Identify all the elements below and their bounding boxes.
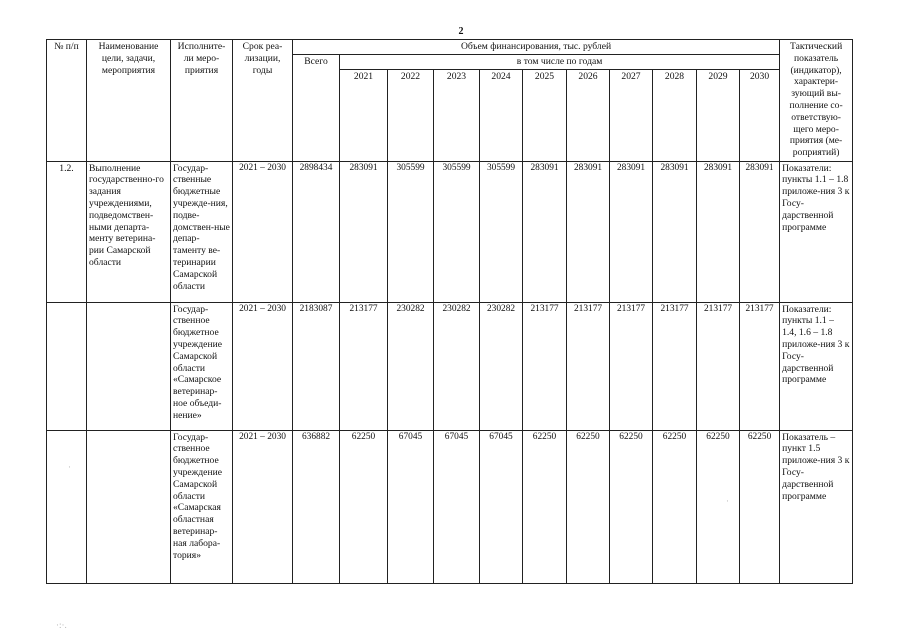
row-value: 283091	[523, 161, 567, 302]
row-value: 230282	[434, 302, 480, 430]
row-name	[87, 430, 171, 583]
row-indicator: Показатели: пункты 1.1 – 1.8 приложе-ния 3 к Госу-дарственной программе	[780, 161, 853, 302]
row-term: 2021 – 2030	[233, 430, 293, 583]
scan-speck: ·	[68, 462, 71, 472]
row-value: 213177	[340, 302, 388, 430]
row-num	[47, 430, 87, 583]
row-value: 283091	[653, 161, 697, 302]
row-value: 213177	[610, 302, 653, 430]
header-year: 2030	[740, 69, 780, 161]
row-executor: Государ-ственное бюджетное учреждение Самарской области «Самарское ветеринар-ное объеди-нение»	[171, 302, 233, 430]
header-by-years: в том числе по годам	[340, 54, 780, 69]
row-indicator: Показатели: пункты 1.1 – 1.4, 1.6 – 1.8 приложе-ния 3 к Госу-дарственной программе	[780, 302, 853, 430]
header-term: Срок реа-лизации, годы	[233, 40, 293, 162]
row-total: 2898434	[293, 161, 340, 302]
page-number: 2	[458, 26, 464, 37]
header-year: 2029	[697, 69, 740, 161]
row-executor: Государ-ственное бюджетное учреждение Самарской области «Самарская областная ветеринар-ная лабора-тория»	[171, 430, 233, 583]
row-num	[47, 302, 87, 430]
scan-speck: ·	[726, 496, 729, 506]
row-name: Выполнение государственно-го задания учреждениями, подведомствен-ными департа-менту ветерина-рии Самарской области	[87, 161, 171, 302]
header-total: Всего	[293, 54, 340, 161]
header-indicator: Тактический показатель (индикатор), характери-зующий вы-полнение со-ответствую-щего меро-приятия (ме-роприятий)	[780, 40, 853, 162]
row-value: 67045	[388, 430, 434, 583]
row-value: 67045	[480, 430, 523, 583]
row-value: 283091	[697, 161, 740, 302]
row-value: 230282	[480, 302, 523, 430]
header-year: 2023	[434, 69, 480, 161]
row-value: 62250	[653, 430, 697, 583]
header-year: 2022	[388, 69, 434, 161]
row-total: 636882	[293, 430, 340, 583]
row-total: 2183087	[293, 302, 340, 430]
row-value: 62250	[567, 430, 610, 583]
row-value: 213177	[653, 302, 697, 430]
row-term: 2021 – 2030	[233, 161, 293, 302]
header-year: 2025	[523, 69, 567, 161]
row-value: 62250	[340, 430, 388, 583]
scan-speck: ·:·.	[56, 620, 67, 630]
header-year: 2021	[340, 69, 388, 161]
row-value: 67045	[434, 430, 480, 583]
header-year: 2026	[567, 69, 610, 161]
row-term: 2021 – 2030	[233, 302, 293, 430]
header-year: 2028	[653, 69, 697, 161]
row-value: 305599	[434, 161, 480, 302]
row-value: 62250	[610, 430, 653, 583]
header-name: Наименование цели, задачи, мероприятия	[87, 40, 171, 162]
row-value: 283091	[610, 161, 653, 302]
header-num: № п/п	[47, 40, 87, 162]
row-value: 283091	[740, 161, 780, 302]
row-value: 213177	[697, 302, 740, 430]
table-row	[47, 302, 853, 430]
row-value: 62250	[740, 430, 780, 583]
row-value: 213177	[740, 302, 780, 430]
row-indicator: Показатель – пункт 1.5 приложе-ния 3 к Госу-дарственной программе	[780, 430, 853, 583]
row-value: 213177	[567, 302, 610, 430]
row-value: 62250	[697, 430, 740, 583]
row-name	[87, 302, 171, 430]
table-header	[47, 40, 853, 162]
row-value: 230282	[388, 302, 434, 430]
row-value: 213177	[523, 302, 567, 430]
table-row	[47, 161, 853, 302]
row-executor: Государ-ственные бюджетные учрежде-ния, подве-домствен-ные депар-таменту ве-теринарии Самарской области	[171, 161, 233, 302]
table-row	[47, 430, 853, 583]
header-executor: Исполните-ли меро-приятия	[171, 40, 233, 162]
row-value: 283091	[567, 161, 610, 302]
row-value: 305599	[388, 161, 434, 302]
header-year: 2024	[480, 69, 523, 161]
row-value: 62250	[523, 430, 567, 583]
header-finance: Объем финансирования, тыс. рублей	[293, 40, 780, 55]
row-num: 1.2.	[47, 161, 87, 302]
row-value: 283091	[340, 161, 388, 302]
header-year: 2027	[610, 69, 653, 161]
financing-table	[46, 39, 853, 584]
row-value: 305599	[480, 161, 523, 302]
